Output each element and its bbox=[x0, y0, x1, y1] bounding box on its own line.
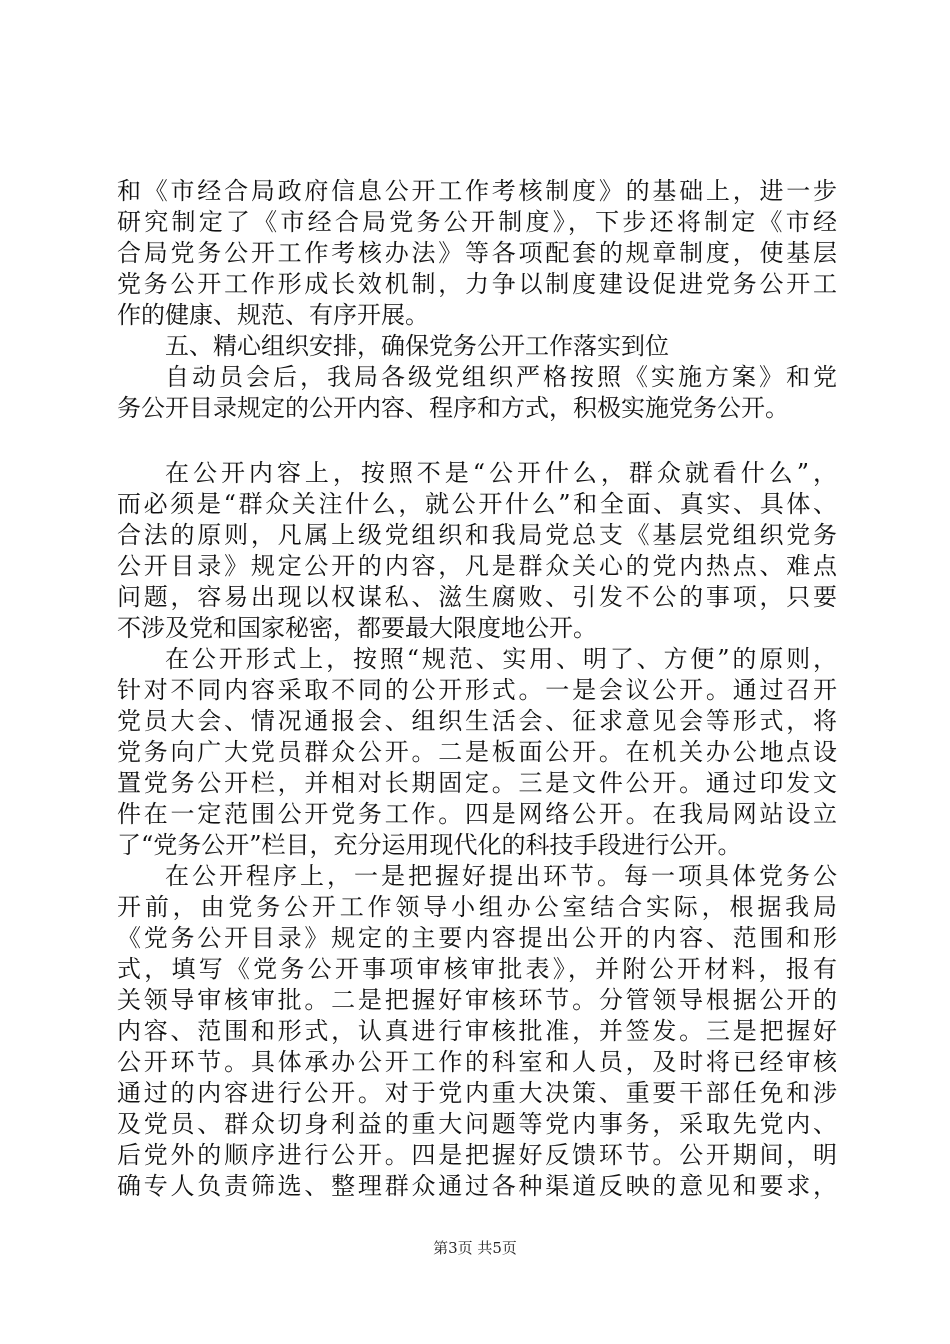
text-line: 《党务公开目录》规定的主要内容提出公开的内容、范围和形 bbox=[117, 924, 837, 952]
text-line: 不涉及党和国家秘密，都要最大限度地公开。 bbox=[117, 614, 597, 642]
text-line: 党务向广大党员群众公开。二是板面公开。在机关办公地点设 bbox=[117, 738, 837, 766]
text-line: 在公开形式上，按照“规范、实用、明了、方便”的原则， bbox=[165, 645, 837, 673]
text-line: 在公开内容上，按照不是“公开什么，群众就看什么”， bbox=[165, 459, 837, 487]
text-line: 关领导审核审批。二是把握好审核环节。分管领导根据公开的 bbox=[117, 986, 837, 1014]
text-line: 件在一定范围公开党务工作。四是网络公开。在我局网站设立 bbox=[117, 800, 837, 828]
paragraph-gap bbox=[117, 424, 837, 458]
text-line: 而必须是“群众关注什么，就公开什么”和全面、真实、具体、 bbox=[117, 490, 837, 518]
page-number-footer: 第3页 共5页 bbox=[433, 1239, 517, 1257]
text-line: 合局党务公开工作考核办法》等各项配套的规章制度，使基层 bbox=[117, 239, 837, 267]
text-line: 公开目录》规定公开的内容，凡是群众关心的党内热点、难点 bbox=[117, 552, 837, 580]
text-line: 开前，由党务公开工作领导小组办公室结合实际，根据我局 bbox=[117, 893, 837, 921]
text-line: 后党外的顺序进行公开。四是把握好反馈环节。公开期间，明 bbox=[117, 1141, 837, 1169]
text-line: 在公开程序上，一是把握好提出环节。每一项具体党务公 bbox=[165, 862, 837, 890]
text-line: 和《市经合局政府信息公开工作考核制度》的基础上，进一步 bbox=[117, 177, 837, 205]
text-line: 及党员、群众切身利益的重大问题等党内事务，采取先党内、 bbox=[117, 1110, 837, 1138]
section-heading-5: 五、精心组织安排，确保党务公开工作落实到位 bbox=[165, 332, 669, 360]
text-line: 针对不同内容采取不同的公开形式。一是会议公开。通过召开 bbox=[117, 676, 837, 704]
text-line: 问题，容易出现以权谋私、滋生腐败、引发不公的事项，只要 bbox=[117, 583, 837, 611]
text-line: 党员大会、情况通报会、组织生活会、征求意见会等形式，将 bbox=[117, 707, 837, 735]
text-line: 党务公开工作形成长效机制，力争以制度建设促进党务公开工 bbox=[117, 270, 837, 298]
text-line: 置党务公开栏，并相对长期固定。三是文件公开。通过印发文 bbox=[117, 769, 837, 797]
text-line: 内容、范围和形式，认真进行审核批准，并签发。三是把握好 bbox=[117, 1017, 837, 1045]
text-line: 作的健康、规范、有序开展。 bbox=[117, 301, 429, 329]
document-body bbox=[117, 176, 837, 1202]
text-line: 公开环节。具体承办公开工作的科室和人员，及时将已经审核 bbox=[117, 1048, 837, 1076]
text-line: 通过的内容进行公开。对于党内重大决策、重要干部任免和涉 bbox=[117, 1079, 837, 1107]
text-line: 务公开目录规定的公开内容、程序和方式，积极实施党务公开。 bbox=[117, 394, 789, 422]
text-line: 了“党务公开”栏目，充分运用现代化的科技手段进行公开。 bbox=[117, 831, 742, 859]
text-line: 确专人负责筛选、整理群众通过各种渠道反映的意见和要求， bbox=[117, 1172, 837, 1200]
text-line: 合法的原则，凡属上级党组织和我局党总支《基层党组织党务 bbox=[117, 521, 837, 549]
text-line: 研究制定了《市经合局党务公开制度》，下步还将制定《市经 bbox=[117, 208, 837, 236]
text-line: 自动员会后，我局各级党组织严格按照《实施方案》和党 bbox=[165, 363, 837, 391]
text-line: 式，填写《党务公开事项审核审批表》，并附公开材料，报有 bbox=[117, 955, 837, 983]
